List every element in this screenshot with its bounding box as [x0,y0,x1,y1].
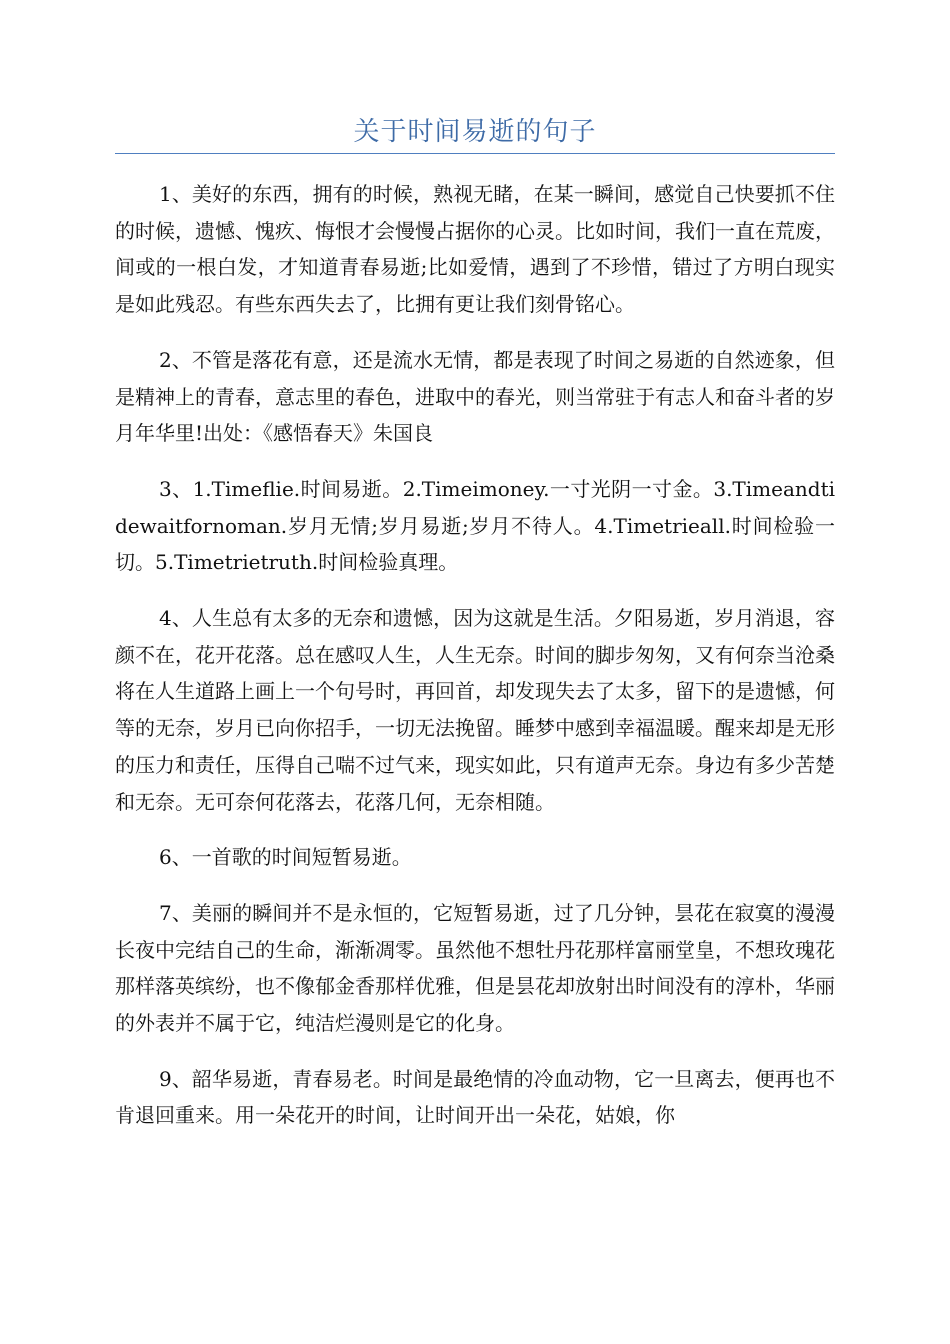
paragraph-7: 7、美丽的瞬间并不是永恒的，它短暂易逝，过了几分钟，昙花在寂寞的漫漫长夜中完结自己的生命，渐渐凋零。虽然他不想牡丹花那样富丽堂皇，不想玫瑰花那样落英缤纷，也不像郁金香那样优雅，但是昙花却放射出时间没有的淳朴，华丽的外表并不属于它，纯洁烂漫则是它的化身。 [115,900,835,1036]
document-body [115,176,835,1153]
paragraph-4: 4、人生总有太多的无奈和遗憾，因为这就是生活。夕阳易逝，岁月消退，容颜不在，花开花落。总在感叹人生，人生无奈。时间的脚步匆匆，又有何奈当沧桑将在人生道路上画上一个句号时，再回首，却发现失去了太多，留下的是遗憾，何等的无奈，岁月已向你招手，一切无法挽留。睡梦中感到幸福温暖。醒来却是无形的压力和责任，压得自己喘不过气来，现实如此，只有道声无奈。身边有多少苦楚和无奈。无可奈何花落去，花落几何，无奈相随。 [115,606,835,814]
document-title: 关于时间易逝的句子 [353,117,597,147]
paragraph-9: 9、韶华易逝，青春易老。时间是最绝情的冷血动物，它一旦离去，便再也不肯退回重来。用一朵花开的时间，让时间开出一朵花，姑娘，你 [115,1066,835,1128]
paragraph-2: 2、不管是落花有意，还是流水无情，都是表现了时间之易逝的自然迹象，但是精神上的青春，意志里的春色，进取中的春光，则当常驻于有志人和奋斗者的岁月年华里!出处：《感悟春天》朱国良 [115,347,835,446]
paragraph-1: 1、美好的东西，拥有的时候，熟视无睹，在某一瞬间，感觉自己快要抓不住的时候，遗憾、愧疚、悔恨才会慢慢占据你的心灵。比如时间，我们一直在荒废，间或的一根白发，才知道青春易逝;比如爱情，遇到了不珍惜，错过了方明白现实是如此残忍。有些东西失去了，比拥有更让我们刻骨铭心。 [115,182,835,317]
title-underline [115,153,835,154]
paragraph-3: 3、1.Timeflie.时间易逝。2.Timeimoney.一寸光阴一寸金。3.Timeandtidewaitfornoman.岁月无情;岁月易逝;岁月不待人。4.Timetrieall.时间检验一切。5.Timetrietruth.时间检验真理。 [115,476,835,575]
paragraph-6: 6、一首歌的时间短暂易逝。 [159,845,412,870]
